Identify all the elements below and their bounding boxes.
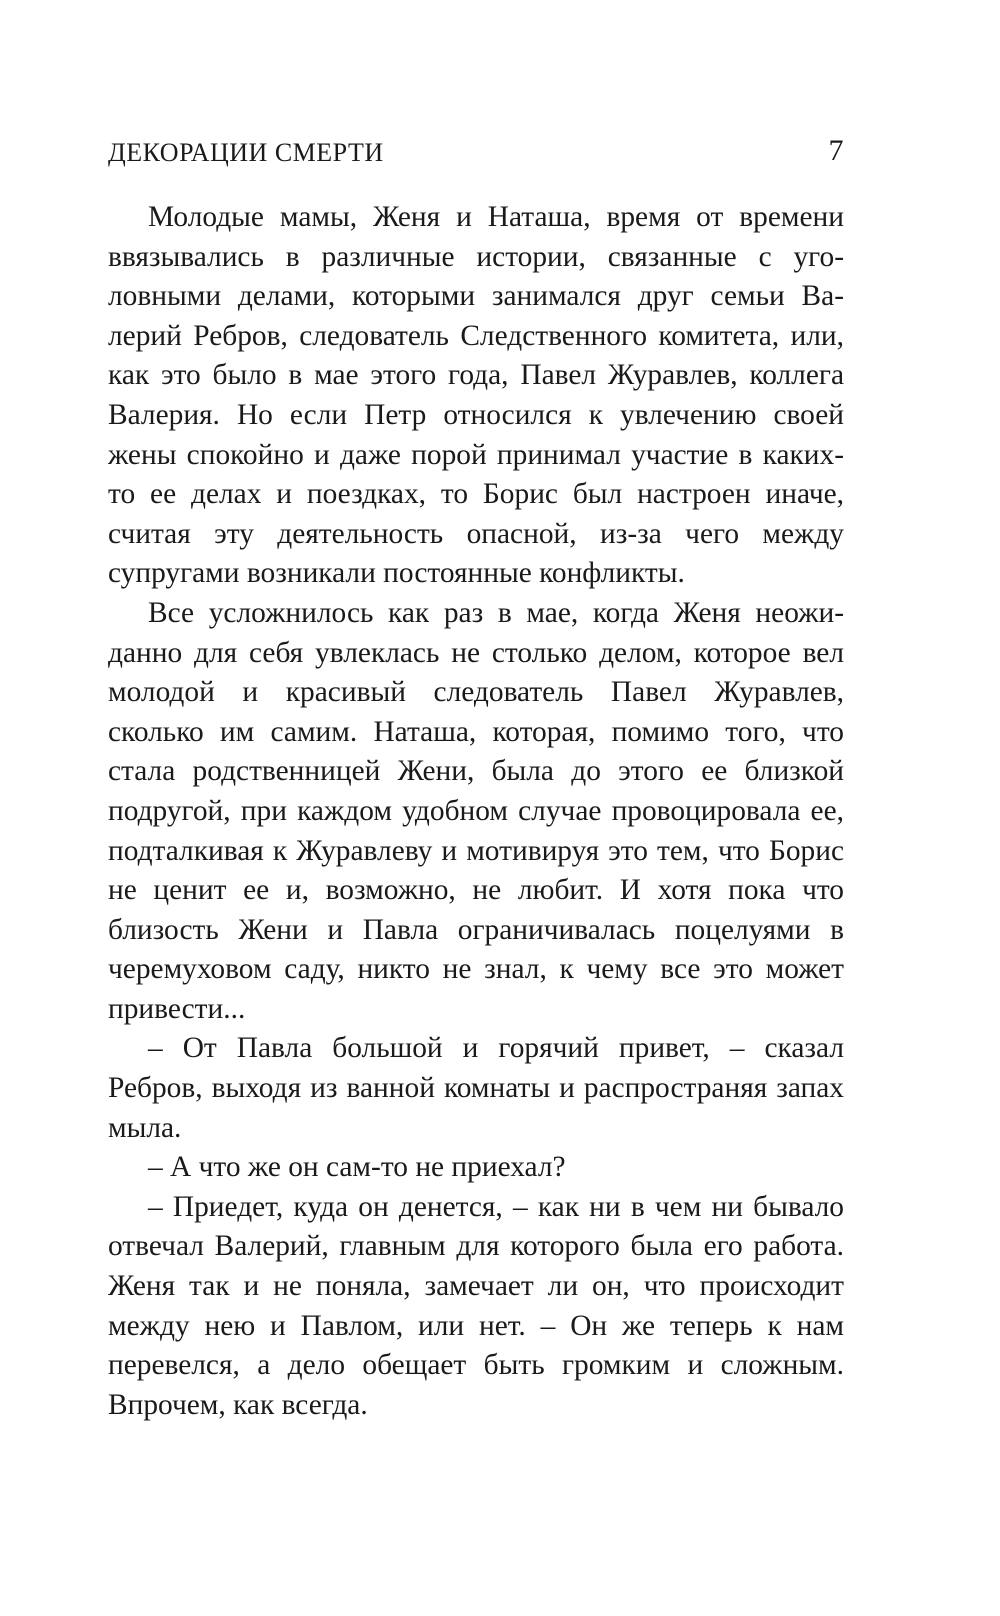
- paragraph-5: – Приедет, куда он денется, – как ни в чем ни бывало отвечал Валерий, главным для которого была его работа. Женя так и не поняла, замечает ли он, что происходит между нею и Павлом, или нет. – Он же теперь к нам перевелся, а дело обещает быть громким и сложным. Впрочем, как всегда.: [108, 1190, 844, 1421]
- page-number: 7: [828, 134, 844, 167]
- paragraph-2: Все усложнилось как раз в мае, когда Женя неожиданно для себя увлеклась не столько делом, которое вел молодой и красивый следователь Павел Журавлев, сколько им самим. Наташа, которая, помимо того, что стала родственницей Жени, была до этого ее близкой подругой, при каждом удобном случае провоцировала ее, подталкивая к Журавлеву и мотивируя это тем, что Борис не ценит ее и, возможно, не любит. И хотя пока что близость Жени и Павла ограничивалась поцелуями в черемуховом саду, никто не знал, к чему все это может привести...: [108, 596, 844, 1025]
- body-text: [108, 198, 844, 1425]
- paragraph-3: – От Павла большой и горячий привет, – сказал Ребров, выходя из ванной комнаты и распространяя запах мыла.: [108, 1032, 844, 1144]
- running-head: [108, 134, 844, 174]
- paragraph-4: – А что же он сам-то не приехал?: [148, 1151, 566, 1184]
- running-title: ДЕКОРАЦИИ СМЕРТИ: [108, 138, 384, 167]
- paragraph-1: Молодые мамы, Женя и Наташа, время от времени ввязывались в различные истории, связанные с уголовными делами, которыми занимался друг семьи Валерий Ребров, следователь Следственного комитета, или, как это было в мае этого года, Павел Журавлев, коллега Валерия. Но если Петр относился к увлечению своей жены спокойно и даже порой принимал участие в каких-то ее делах и поездках, то Борис был настроен иначе, считая эту деятельность опасной, из-за чего между супругами возникали постоянные конфликты.: [108, 201, 844, 590]
- book-page: [108, 0, 844, 1616]
